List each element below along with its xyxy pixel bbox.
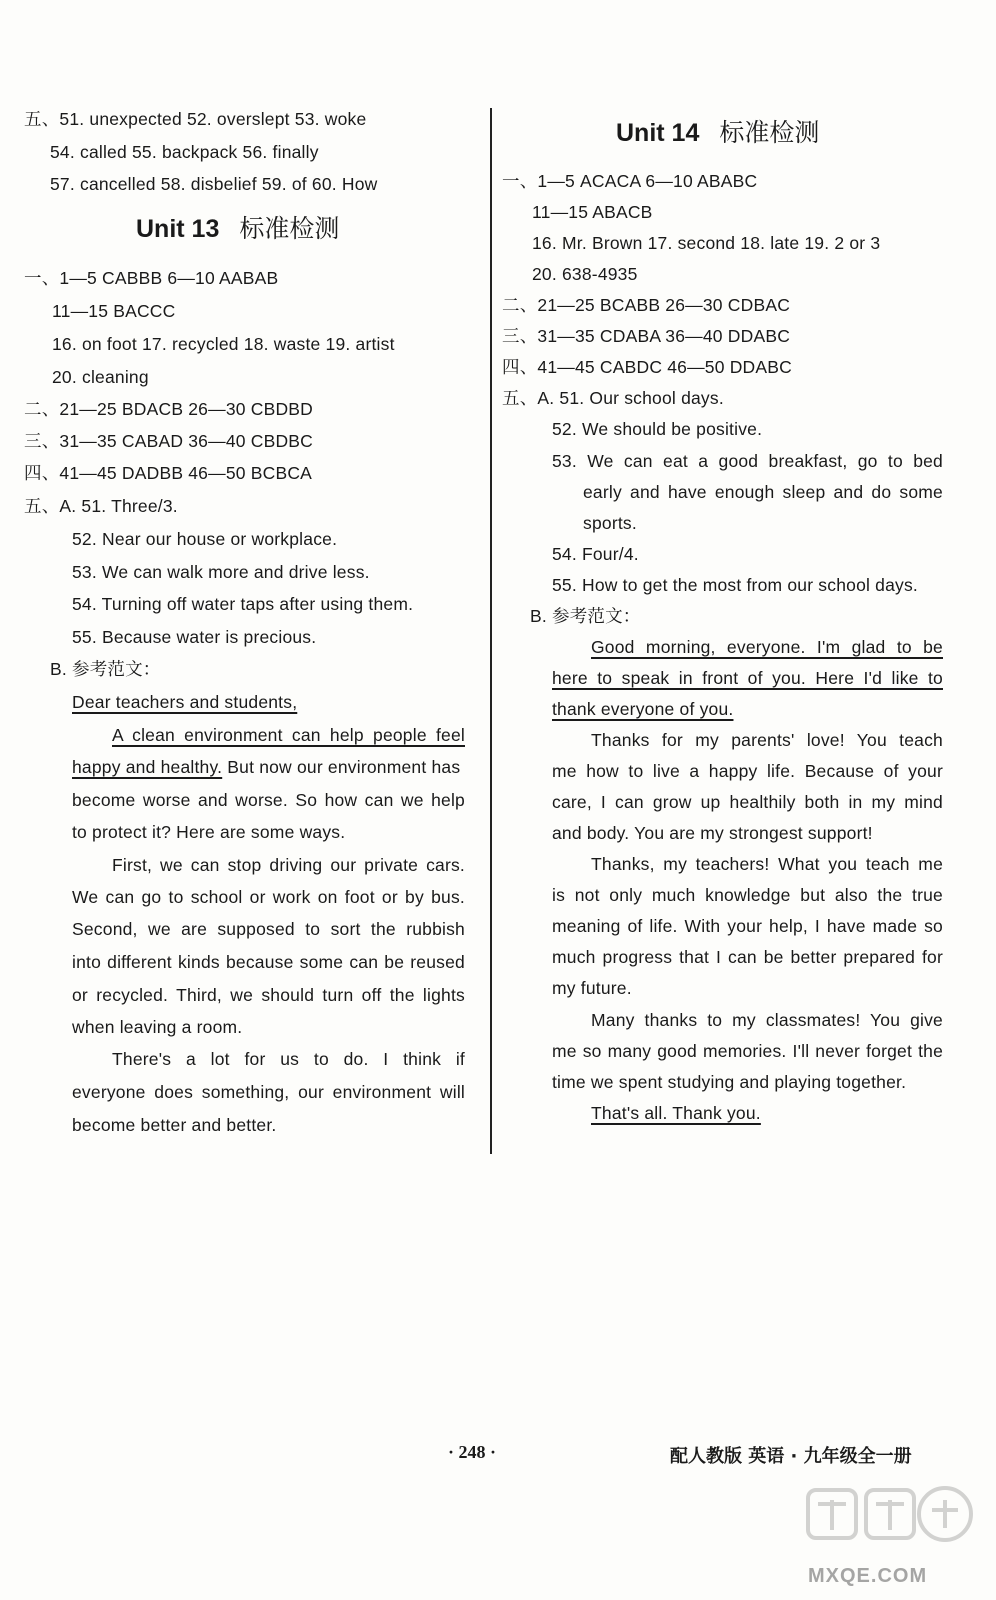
unit14-title-cn: 标准检测 — [719, 118, 820, 147]
unit13-title — [136, 214, 339, 244]
essay-line: care, I can grow up healthily both in my mind — [552, 792, 943, 812]
answer-line: 11—15 ABACB — [532, 202, 653, 222]
unit13-title-en: Unit 13 — [136, 215, 220, 243]
answer-line: 16. on foot 17. recycled 18. waste 19. artist — [52, 334, 395, 354]
essay-line: become better and better. — [72, 1115, 277, 1135]
essay-line: or recycled. Third, we should turn off the lights — [72, 985, 465, 1005]
answer-line: 57. cancelled 58. disbelief 59. of 60. How — [50, 174, 378, 194]
answer-line: 55. How to get the most from our school days. — [552, 575, 918, 595]
answer-line: 四、41—45 DADBB 46—50 BCBCA — [24, 463, 313, 483]
answer-line: B. 参考范文： — [530, 606, 641, 626]
answer-line: 54. Turning off water taps after using them. — [72, 594, 414, 614]
essay-line: Good morning, everyone. I'm glad to be — [591, 637, 943, 657]
column-divider — [490, 108, 492, 1154]
answer-line: 55. Because water is precious. — [72, 627, 317, 647]
unit14-title — [616, 118, 819, 148]
essay-line: much progress that I can be better prepared for — [552, 947, 943, 967]
essay-line: into different kinds because some can be reused — [72, 952, 465, 972]
answer-line: 一、1—5 ACACA 6—10 ABABC — [502, 171, 758, 191]
essay-line: when leaving a room. — [72, 1017, 243, 1037]
essay-fragment: But now our environment has — [222, 757, 461, 777]
answer-line: 三、31—35 CABAD 36—40 CBDBC — [24, 431, 313, 451]
essay-line-mixed — [72, 756, 460, 778]
answer-line: 四、41—45 CABDC 46—50 DDABC — [502, 357, 792, 377]
answer-line: 16. Mr. Brown 17. second 18. late 19. 2 or 3 — [532, 233, 881, 253]
essay-fragment: happy and healthy. — [72, 757, 223, 777]
essay-line: time we spent studying and playing together. — [552, 1072, 907, 1092]
answer-line: 52. We should be positive. — [552, 419, 763, 439]
essay-line: here to speak in front of you. Here I'd like to — [552, 668, 943, 688]
answer-line: 一、1—5 CABBB 6—10 AABAB — [24, 268, 279, 288]
essay-line: There's a lot for us to do. I think if — [112, 1049, 465, 1069]
essay-line: everyone does something, our environment will — [72, 1082, 465, 1102]
book-info: 配人教版 英语 · 九年级全一册 — [670, 1446, 912, 1467]
answer-line: sports. — [583, 513, 637, 533]
answer-line: 五、A. 51. Our school days. — [502, 388, 724, 408]
answer-line: 53. We can eat a good breakfast, go to bed — [552, 451, 943, 471]
unit14-title-en: Unit 14 — [616, 119, 700, 147]
answer-line: early and have enough sleep and do some — [583, 482, 943, 502]
answer-line: 二、21—25 BCABB 26—30 CDBAC — [502, 295, 791, 315]
essay-line: We can go to school or work on foot or by bus. — [72, 887, 465, 907]
answer-line: 二、21—25 BDACB 26—30 CBDBD — [24, 399, 313, 419]
answer-line: 52. Near our house or workplace. — [72, 529, 338, 549]
watermark-text: MXQE.COM — [808, 1565, 928, 1587]
essay-line: my future. — [552, 978, 632, 998]
answer-line: 11—15 BACCC — [52, 301, 176, 321]
essay-line: Second, we are supposed to sort the rubbish — [72, 919, 465, 939]
answer-line: B. 参考范文： — [50, 659, 161, 679]
essay-closing: That's all. Thank you. — [591, 1103, 761, 1123]
essay-line: First, we can stop driving our private cars. — [112, 855, 465, 875]
essay-line: thank everyone of you. — [552, 699, 734, 719]
essay-line: meaning of life. With your help, I have made so — [552, 916, 943, 936]
essay-line: is not only much knowledge but also the true — [552, 885, 943, 905]
answer-line: 20. 638-4935 — [532, 264, 638, 284]
answer-line: 三、31—35 CDABA 36—40 DDABC — [502, 326, 791, 346]
essay-line: become worse and worse. So how can we help — [72, 790, 465, 810]
answer-line: 五、51. unexpected 52. overslept 53. woke — [24, 109, 367, 129]
answer-line: 20. cleaning — [52, 367, 149, 387]
answer-line: 五、A. 51. Three/3. — [24, 496, 178, 516]
essay-line: Thanks, my teachers! What you teach me — [591, 854, 943, 874]
page-number: · 248 · — [448, 1442, 497, 1462]
essay-line: Many thanks to my classmates! You give — [591, 1010, 943, 1030]
essay-line: Thanks for my parents' love! You teach — [591, 730, 943, 750]
essay-line: me how to live a happy life. Because of your — [552, 761, 943, 781]
answer-line: 53. We can walk more and drive less. — [72, 562, 370, 582]
essay-salutation: Dear teachers and students, — [72, 692, 298, 712]
essay-line: to protect it? Here are some ways. — [72, 822, 346, 842]
essay-line: and body. You are my strongest support! — [552, 823, 873, 843]
unit13-title-cn: 标准检测 — [239, 214, 340, 243]
answer-line: 54. called 55. backpack 56. finally — [50, 142, 319, 162]
answer-line: 54. Four/4. — [552, 544, 639, 564]
essay-line: me so many good memories. I'll never forget the — [552, 1041, 943, 1061]
essay-line: A clean environment can help people feel — [112, 725, 465, 745]
